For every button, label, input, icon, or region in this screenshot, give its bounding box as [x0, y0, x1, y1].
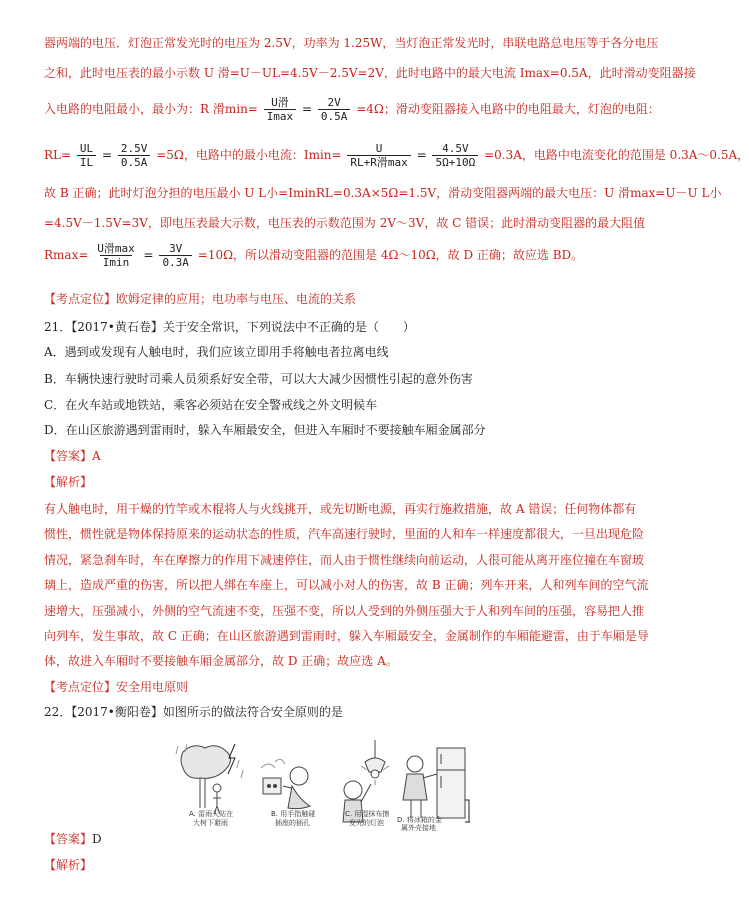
fraction: $\frac{U}{\text{RL+R滑max}}$: [347, 142, 410, 169]
caption-b-line1: B. 用手指触碰: [271, 810, 316, 818]
analysis-line: 惯性，惯性就是物体保持原来的运动状态的性质，汽车高速行驶时，里面的人和车一样速度都很大，一旦出现危险: [44, 527, 645, 541]
question-stem: 22．【2017•衡阳卷】如图所示的做法符合安全原则的是: [44, 705, 343, 719]
caption-d-line1: D. 将冰箱的金: [397, 816, 442, 824]
analysis-line: 向列车，发生事故，故 C 正确；在山区旅游遇到雷雨时，躲入车厢最安全，金属制作的车厢能避雷，由于车厢是导: [44, 629, 649, 643]
fraction: $\frac{2V}{0.5A}$: [318, 96, 351, 123]
solution-line: 器两端的电压．灯泡正常发光时的电压为 2.5V，功率为 1.25W，当灯泡正常发光时，串联电路总电压等于各分电压: [44, 36, 659, 50]
solution-line: =4.5V－1.5V=3V，即电压表最大示数，电压表的示数范围为 2V～3V，故 C 错误；此时滑动变阻器的最大阻值: [44, 216, 646, 230]
question-stem: 21．【2017•黄石卷】关于安全常识，下列说法中不正确的是（ ）: [44, 320, 415, 334]
figure-panel-d: [403, 748, 470, 822]
text: 入电路的电阻最小，最小为：R 滑min=: [44, 102, 258, 116]
answer-value: A: [92, 449, 101, 463]
solution-line: RL= $\frac{UL}{IL}$ = $\frac{2.5V}{0.5A}$ =5Ω，电路中的最小电流：Imin= $\frac{U}{\text{RL+R滑max}}$ = $\frac{4.5V}{5\Omega+10\Omega}$ =0.3A，电路中电流变化的范围是 0.3A～0.5A，: [44, 142, 749, 169]
caption-d-line2: 属外壳接地: [401, 824, 436, 832]
answer-value: D: [92, 832, 102, 846]
option-b: B．车辆快速行驶时司乘人员须系好安全带，可以大大减少因惯性引起的意外伤害: [44, 372, 473, 386]
analysis-line: 璃上，造成严重的伤害，所以把人绑在车座上，可以减小对人的伤害，故 B 正确；列车开来，人和列车间的空气流: [44, 578, 649, 592]
safety-illustrations: [175, 740, 470, 832]
kaodian-label: 【考点定位】: [44, 292, 117, 306]
caption-c-line2: 发光的灯泡: [349, 819, 384, 827]
solution-line: 故 B 正确；此时灯泡分担的电压最小 U L小=IminRL=0.3A×5Ω=1.5V，滑动变阻器两端的最大电压：U 滑max=U－U L小: [44, 186, 722, 200]
analysis-line: 体，故进入车厢时不要接触车厢金属部分，故 D 正确；故应选 A。: [44, 654, 398, 668]
fraction: $\frac{\text{U滑}}{Imax}$: [264, 96, 297, 123]
kaodian-label: 【考点定位】: [44, 680, 117, 694]
fraction: $\frac{4.5V}{5\Omega+10\Omega}$: [432, 142, 478, 169]
caption-a-line2: 大树下避雨: [193, 819, 228, 827]
option-a: A．遇到或发现有人触电时，我们应该立即用手将触电者拉离电线: [44, 345, 389, 359]
kaodian-text: 安全用电原则: [116, 680, 189, 694]
figure-panel-a: [176, 744, 243, 814]
fraction: $\frac{\text{U滑max}}{Imin}$: [97, 242, 135, 269]
solution-line: Rmax= $\frac{\text{U滑max}}{Imin}$ = $\frac{3V}{0.3A}$ =10Ω，所以滑动变阻器的范围是 4Ω～10Ω，故 D 正确；故应选 BD。: [44, 242, 584, 269]
kaodian: [44, 290, 356, 308]
solution-line: 入电路的电阻最小，最小为：R 滑min= $\frac{\text{U滑}}{Imax}$ = $\frac{2V}{0.5A}$ =4Ω；滑动变阻器接入电路中的电阻最大，灯泡的电阻：: [44, 96, 660, 123]
fraction: $\frac{3V}{0.3A}$: [159, 242, 192, 269]
solution-line: 之和，此时电压表的最小示数 U 滑=U－UL=4.5V－2.5V=2V，此时电路中的最大电流 Imax=0.5A，此时滑动变阻器接: [44, 66, 696, 80]
option-d: D．在山区旅游遇到雷雨时，躲入车厢最安全，但进入车厢时不要接触车厢金属部分: [44, 423, 486, 437]
analysis-label: 【解析】: [44, 475, 93, 489]
answer-label: 【答案】: [44, 449, 93, 463]
option-c: C．在火车站或地铁站，乘客必须站在安全警戒线之外文明候车: [44, 398, 378, 412]
answer: [44, 447, 101, 465]
text: =4Ω；滑动变阻器接入电路中的电阻最大，灯泡的电阻：: [356, 102, 660, 116]
analysis-line: 有人触电时，用干燥的竹竿或木棍将人与火线挑开，或先切断电源，再实行施救措施，故 A 错误；任何物体都有: [44, 502, 637, 516]
analysis-label: 【解析】: [44, 858, 93, 872]
kaodian: [44, 678, 188, 696]
answer: [44, 830, 102, 848]
caption-b-line2: 插座的插孔: [275, 819, 310, 827]
analysis-line: 速增大，压强减小，外侧的空气流速不变，压强不变，所以人受到的外侧压强大于人和列车间的压强，容易把人推: [44, 604, 645, 618]
kaodian-text: 欧姆定律的应用；电功率与电压、电流的关系: [116, 292, 357, 306]
figure-captions: [189, 809, 442, 832]
fraction: $\frac{UL}{IL}$: [77, 142, 96, 169]
figure-panel-b: [261, 759, 310, 808]
caption-a-line1: A. 雷雨天站在: [189, 810, 234, 818]
safety-figure: [175, 740, 470, 832]
caption-c-line1: C. 用湿抹布擦: [345, 810, 390, 818]
analysis-line: 情况，紧急刹车时，车在摩擦力的作用下减速停住，而人由于惯性继续向前运动，人很可能从离开座位撞在车窗玻: [44, 553, 645, 567]
fraction: $\frac{2.5V}{0.5A}$: [118, 142, 151, 169]
answer-label: 【答案】: [44, 832, 93, 846]
